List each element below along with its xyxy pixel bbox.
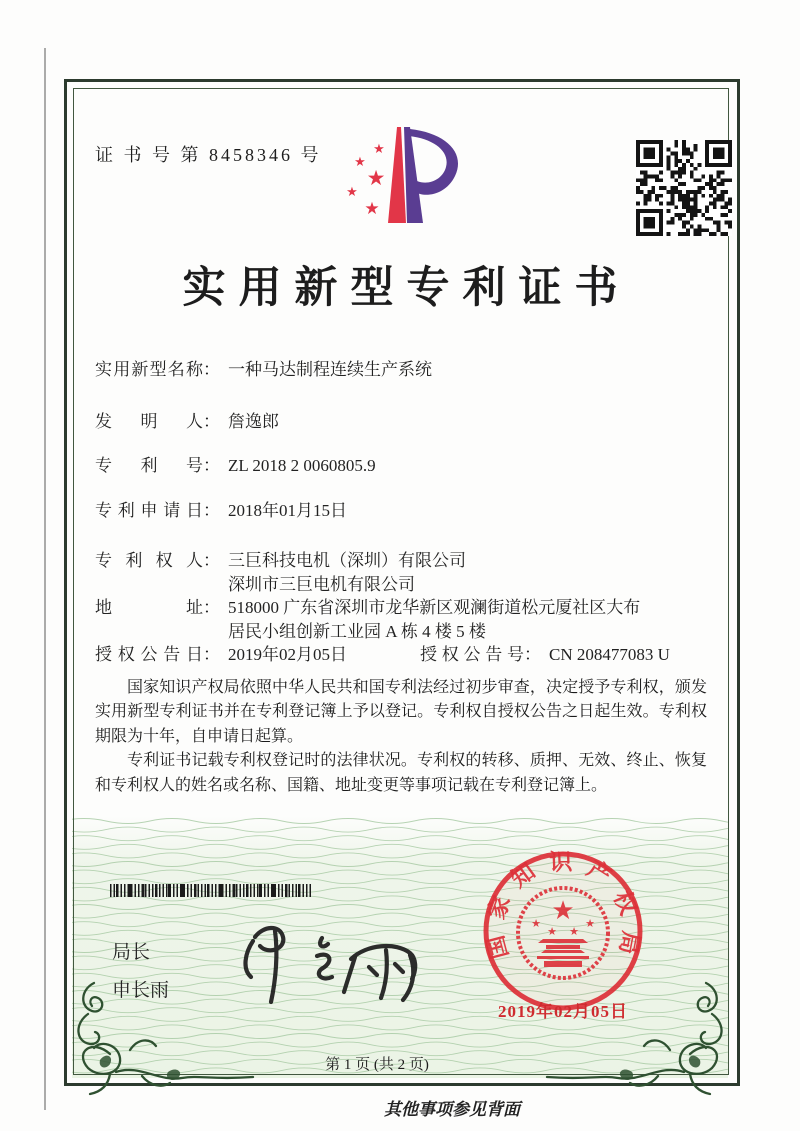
field-label: 发明人: [95, 412, 203, 431]
field-colon: ：: [203, 645, 220, 664]
svg-text:★: ★: [585, 917, 595, 930]
logo-purple-bowl: [409, 129, 458, 195]
field-value-line: 詹逸郎: [228, 412, 279, 431]
field-label: 专利权人: [95, 551, 203, 570]
svg-text:★: ★: [547, 925, 557, 938]
field-value: [228, 358, 728, 382]
legal-paragraph: 专利证书记载专利权登记时的法律状况。专利权的转移、质押、无效、终止、恢复和专利权人的姓名或名称、国籍、地址变更等事项记载在专利登记簿上。: [95, 752, 707, 794]
field-row-inventor: [95, 410, 728, 434]
certificate-title: 实用新型专利证书: [182, 265, 631, 312]
field-colon: ：: [203, 551, 220, 570]
field-colon: ：: [203, 360, 220, 379]
field-label: 专利号: [95, 456, 203, 475]
svg-text:★: ★: [366, 166, 386, 190]
svg-text:★: ★: [373, 142, 385, 157]
field-label: 授权公告号: [420, 645, 524, 664]
svg-text:★: ★: [364, 199, 380, 219]
field-row-grant-number: [420, 643, 670, 667]
field-value-line: 深圳市三巨电机有限公司: [228, 575, 415, 594]
field-value: [228, 643, 428, 667]
field-value-line: 2019年02月05日: [228, 645, 347, 664]
logo-purple-stem: [404, 127, 423, 223]
field-value: [228, 410, 728, 434]
field-value-line: 518000 广东省深圳市龙华新区观澜街道松元厦社区大布: [228, 598, 641, 617]
legal-text: [95, 676, 707, 798]
handwritten-signature-icon: [205, 893, 435, 1008]
logo-stars: [346, 142, 385, 219]
field-colon: ：: [203, 412, 220, 431]
svg-text:★: ★: [569, 925, 579, 938]
field-colon: ：: [203, 456, 220, 475]
svg-text:★: ★: [354, 155, 366, 170]
qr-code-icon: [636, 140, 732, 236]
field-row-patent-number: [95, 454, 728, 478]
page-number: 第 1 页 (共 2 页): [325, 1057, 429, 1073]
field-colon: ：: [203, 598, 220, 617]
cnipa-patent-logo-icon: [333, 118, 465, 238]
logo-red-wedge: [388, 127, 406, 223]
legal-paragraph: 国家知识产权局依照中华人民共和国专利法经过初步审查，决定授予专利权，颁发实用新型专利证书并在专利登记簿上予以登记。专利权自授权公告之日起生效。专利权期限为十年，自申请日起算。: [95, 679, 707, 745]
field-value-line: ZL 2018 2 0060805.9: [228, 456, 376, 475]
field-value-line: 三巨科技电机（深圳）有限公司: [228, 551, 466, 570]
seal-ring-text: 国家知识产权局: [482, 849, 644, 962]
field-label: 授权公告日: [95, 645, 203, 664]
back-side-note: 其他事项参见背面: [384, 1100, 520, 1119]
field-value: [228, 454, 728, 478]
field-value-line: 一种马达制程连续生产系统: [228, 360, 432, 379]
field-colon: ：: [203, 501, 220, 520]
field-colon: ：: [524, 645, 541, 664]
field-row-grant-date: [95, 643, 670, 667]
field-label: 专利申请日: [95, 501, 203, 520]
cnipa-official-seal-icon: [478, 846, 648, 1016]
field-value: [228, 499, 728, 523]
svg-text:★: ★: [551, 896, 575, 926]
certificate-number: 证 书 号 第 8458346 号: [95, 145, 322, 165]
field-row-name: [95, 358, 728, 382]
svg-text:★: ★: [346, 185, 358, 200]
field-value-line: 居民小组创新工业园 A 栋 4 楼 5 楼: [228, 622, 486, 641]
field-row-address: [95, 596, 728, 644]
field-row-filing-date: [95, 499, 728, 523]
field-row-patentee: [95, 549, 728, 597]
field-value: [228, 596, 728, 644]
officer-title: 局长: [112, 942, 151, 963]
svg-text:★: ★: [531, 917, 541, 930]
field-value-line: CN 208477083 U: [549, 645, 670, 664]
seal-date: 2019年02月05日: [498, 1002, 628, 1021]
field-value: [228, 549, 728, 597]
field-value-line: 2018年01月15日: [228, 501, 347, 520]
officer-block: [112, 934, 169, 1010]
officer-name: 申长雨: [112, 980, 170, 1001]
field-label: 实用新型名称: [95, 360, 203, 379]
field-label: 地址: [95, 598, 203, 617]
scan-shadow-line: [44, 48, 46, 1110]
